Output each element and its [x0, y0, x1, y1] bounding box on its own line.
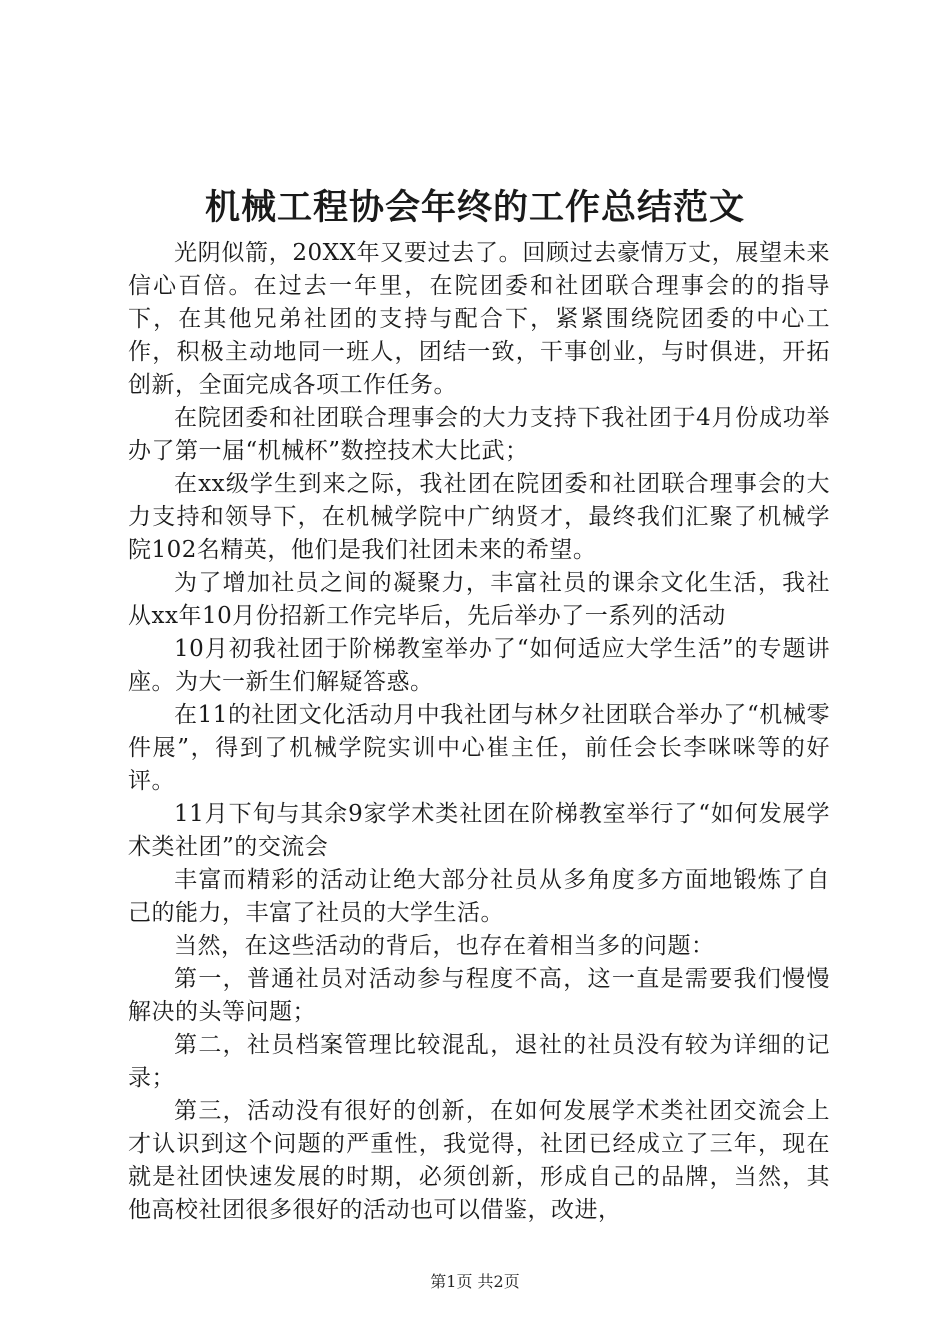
- paragraph: 第三，活动没有很好的创新，在如何发展学术类社团交流会上才认识到这个问题的严重性，我觉得，社团已经成立了三年，现在就是社团快速发展的时期，必须创新，形成自己的品牌，当然，其他高校社团很多很好的活动也可以借鉴，改进，: [128, 1098, 830, 1223]
- paragraph: 当然，在这些活动的背后，也存在着相当多的问题：: [174, 933, 715, 959]
- document-body: [128, 237, 830, 1227]
- paragraph: 光阴似箭，20XX年又要过去了。回顾过去豪情万丈，展望未来信心百倍。在过去一年里，在院团委和社团联合理事会的的指导下，在其他兄弟社团的支持与配合下，紧紧围绕院团委的中心工作，积极主动地同一班人，团结一致，干事创业，与时俱进，开拓创新，全面完成各项工作任务。: [128, 240, 830, 398]
- paragraph: 第二，社员档案管理比较混乱，退社的社员没有较为详细的记录；: [128, 1032, 830, 1091]
- paragraph: 在xx级学生到来之际，我社团在院团委和社团联合理事会的大力支持和领导下，在机械学院中广纳贤才，最终我们汇聚了机械学院102名精英，他们是我们社团未来的希望。: [128, 471, 830, 563]
- paragraph: 10月初我社团于阶梯教室举办了“如何适应大学生活”的专题讲座。为大一新生们解疑答惑。: [128, 636, 830, 695]
- document-title: 机械工程协会年终的工作总结范文: [204, 187, 745, 228]
- paragraph: 在11的社团文化活动月中我社团与林夕社团联合举办了“机械零件展”，得到了机械学院实训中心崔主任，前任会长李咪咪等的好评。: [128, 702, 830, 794]
- paragraph: 第一，普通社员对活动参与程度不高，这一直是需要我们慢慢解决的头等问题；: [128, 966, 830, 1025]
- paragraph: 11月下旬与其余9家学术类社团在阶梯教室举行了“如何发展学术类社团”的交流会: [128, 801, 830, 860]
- paragraph: 丰富而精彩的活动让绝大部分社员从多角度多方面地锻炼了自己的能力，丰富了社员的大学生活。: [128, 867, 830, 926]
- paragraph: 在院团委和社团联合理事会的大力支持下我社团于4月份成功举办了第一届“机械杯”数控技术大比武；: [128, 405, 830, 464]
- page-footer: 第1页 共2页: [430, 1272, 520, 1291]
- paragraph: 为了增加社员之间的凝聚力，丰富社员的课余文化生活，我社从xx年10月份招新工作完毕后，先后举办了一系列的活动: [128, 570, 830, 629]
